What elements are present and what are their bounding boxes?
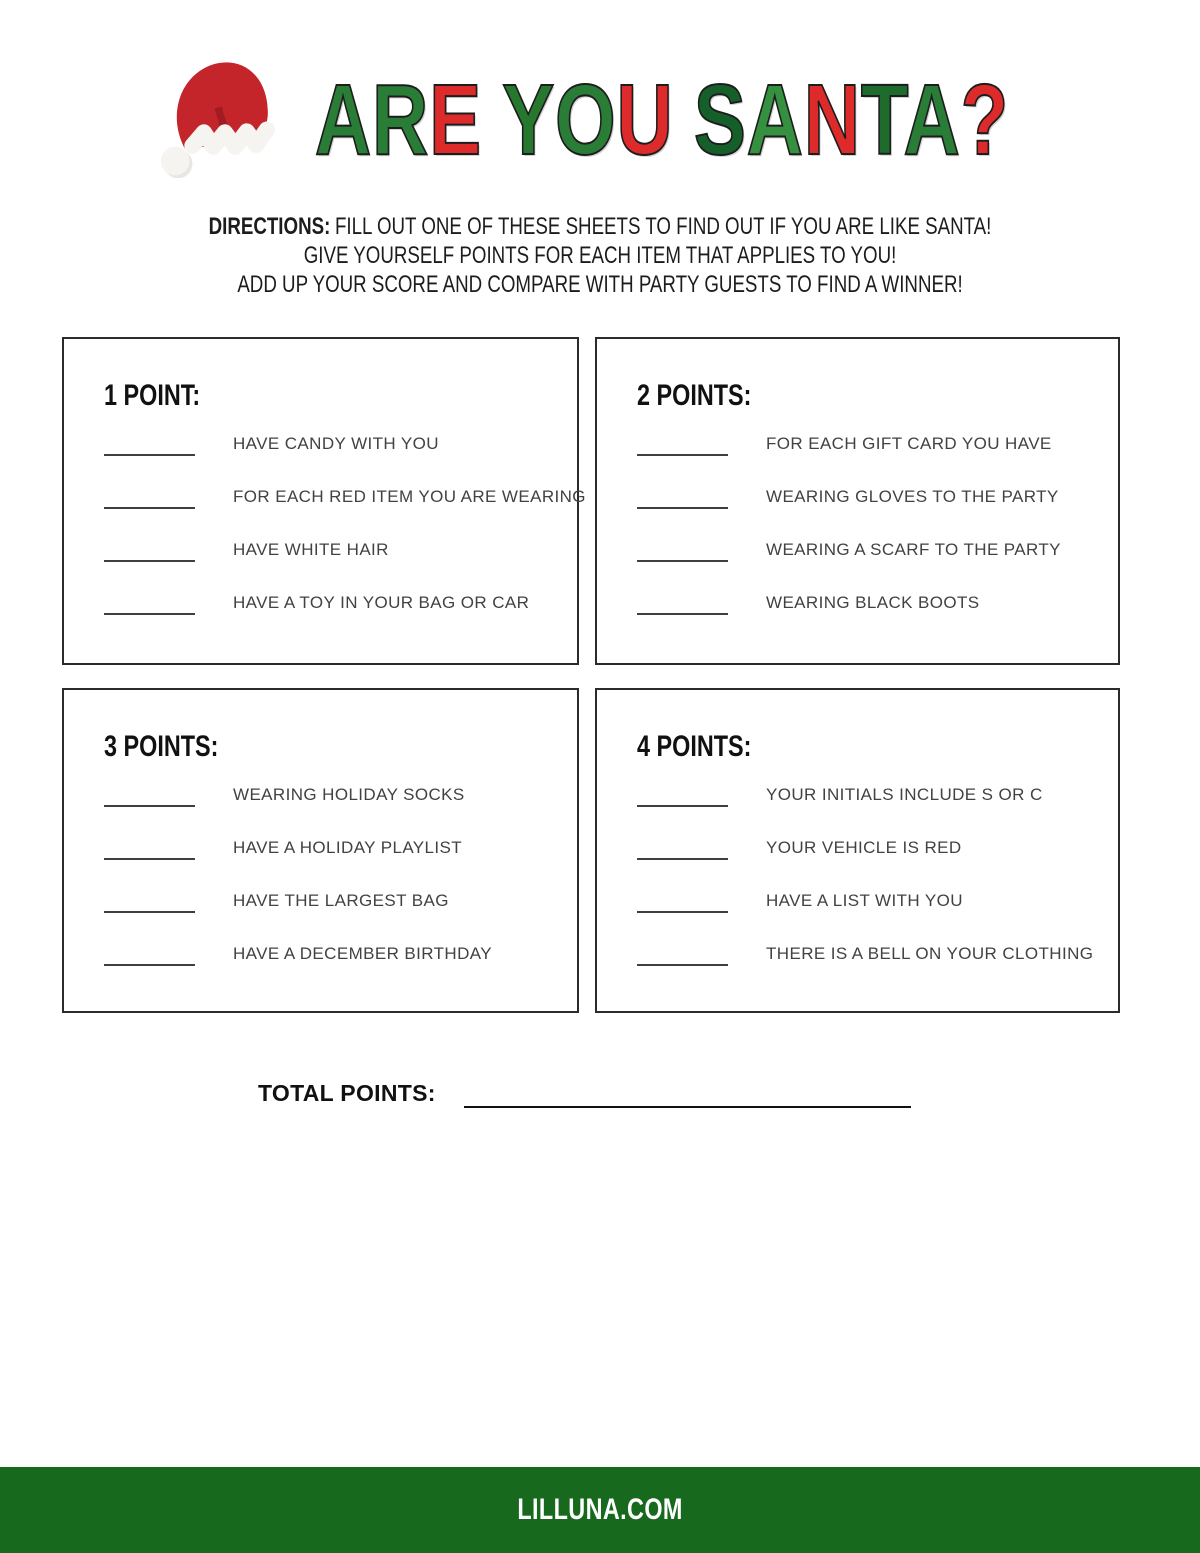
item-label: HAVE CANDY WITH YOU <box>233 434 439 453</box>
item-label: WEARING HOLIDAY SOCKS <box>233 785 465 804</box>
box-heading: 3 POINTS: <box>104 730 219 763</box>
item-label: HAVE A HOLIDAY PLAYLIST <box>233 838 463 857</box>
title-letter: U <box>616 64 674 176</box>
write-in-blank <box>104 601 195 615</box>
checklist-item <box>637 944 1104 964</box>
title-row <box>0 50 1200 190</box>
checklist-item <box>104 434 563 454</box>
checklist-item <box>104 891 563 911</box>
checklist-item <box>104 540 563 560</box>
title-letter: N <box>803 64 861 176</box>
footer-bar <box>0 1467 1200 1553</box>
site-name: LILLUNA.COM <box>517 1493 683 1526</box>
title-word <box>315 64 482 176</box>
write-in-blank <box>637 442 728 456</box>
write-in-blank <box>637 846 728 860</box>
item-label: HAVE WHITE HAIR <box>233 540 389 559</box>
checklist-item <box>637 434 1104 454</box>
checklist-item <box>637 838 1104 858</box>
directions-line-text: FILL OUT ONE OF THESE SHEETS TO FIND OUT IF YOU ARE LIKE SANTA! <box>334 213 992 240</box>
directions-label: DIRECTIONS: <box>208 213 331 240</box>
checklist-item <box>104 838 563 858</box>
checklist-item <box>104 785 563 805</box>
item-label: FOR EACH GIFT CARD YOU HAVE <box>766 434 1052 453</box>
item-label: YOUR VEHICLE IS RED <box>766 838 962 857</box>
title-word <box>502 64 673 176</box>
item-label: YOUR INITIALS INCLUDE S OR C <box>766 785 1043 804</box>
write-in-blank <box>637 548 728 562</box>
title-letter: Y <box>502 64 556 176</box>
write-in-blank <box>104 846 195 860</box>
write-in-blank <box>104 899 195 913</box>
title-letter: A <box>746 64 804 176</box>
write-in-blank <box>104 548 195 562</box>
total-points-blank <box>464 1092 911 1108</box>
box-heading: 1 POINT: <box>104 379 201 412</box>
item-label: WEARING BLACK BOOTS <box>766 593 980 612</box>
item-label: FOR EACH RED ITEM YOU ARE WEARING <box>233 487 586 506</box>
write-in-blank <box>104 442 195 456</box>
checklist-item <box>637 487 1104 507</box>
item-label: WEARING A SCARF TO THE PARTY <box>766 540 1061 559</box>
write-in-blank <box>104 952 195 966</box>
title-letter: A <box>314 64 373 176</box>
checklist-item <box>104 593 563 613</box>
points-box-4 <box>595 688 1120 1013</box>
item-label: WEARING GLOVES TO THE PARTY <box>766 487 1059 506</box>
santa-hat-icon <box>160 50 284 190</box>
box-heading: 4 POINTS: <box>637 730 752 763</box>
directions-line: ADD UP YOUR SCORE AND COMPARE WITH PARTY GUESTS TO FIND A WINNER! <box>237 271 963 298</box>
box-heading: 2 POINTS: <box>637 379 752 412</box>
checklist-item <box>104 487 586 507</box>
title-letter: S <box>693 64 747 176</box>
directions-line: GIVE YOURSELF POINTS FOR EACH ITEM THAT APPLIES TO YOU! <box>303 242 897 269</box>
checklist-item <box>637 540 1104 560</box>
checklist-item <box>104 944 563 964</box>
directions-text <box>132 212 1068 299</box>
total-points-row <box>258 1078 911 1108</box>
checklist-item <box>637 593 1104 613</box>
title-letter: R <box>372 64 430 176</box>
item-label: HAVE A LIST WITH YOU <box>766 891 963 910</box>
points-box-3 <box>62 688 579 1013</box>
write-in-blank <box>637 899 728 913</box>
write-in-blank <box>104 495 195 509</box>
title-letter: A <box>903 64 961 176</box>
item-label: HAVE THE LARGEST BAG <box>233 891 449 910</box>
points-box-2 <box>595 337 1120 665</box>
point-boxes <box>62 337 1120 1013</box>
checklist-item <box>637 891 1104 911</box>
write-in-blank <box>637 952 728 966</box>
write-in-blank <box>637 601 728 615</box>
directions-line <box>132 212 1068 241</box>
write-in-blank <box>104 793 195 807</box>
title-letter: E <box>429 64 482 176</box>
item-label: HAVE A TOY IN YOUR BAG OR CAR <box>233 593 530 612</box>
title-letter: O <box>555 64 617 176</box>
title-letter: T <box>860 64 904 176</box>
item-label: HAVE A DECEMBER BIRTHDAY <box>233 944 492 963</box>
page-title <box>305 64 1019 176</box>
item-label: THERE IS A BELL ON YOUR CLOTHING <box>766 944 1094 963</box>
total-points-label: TOTAL POINTS: <box>258 1080 436 1106</box>
checklist-item <box>637 785 1104 805</box>
points-box-1 <box>62 337 586 665</box>
title-letter: ? <box>960 64 1010 176</box>
write-in-blank <box>637 793 728 807</box>
write-in-blank <box>637 495 728 509</box>
title-word <box>694 64 1009 176</box>
